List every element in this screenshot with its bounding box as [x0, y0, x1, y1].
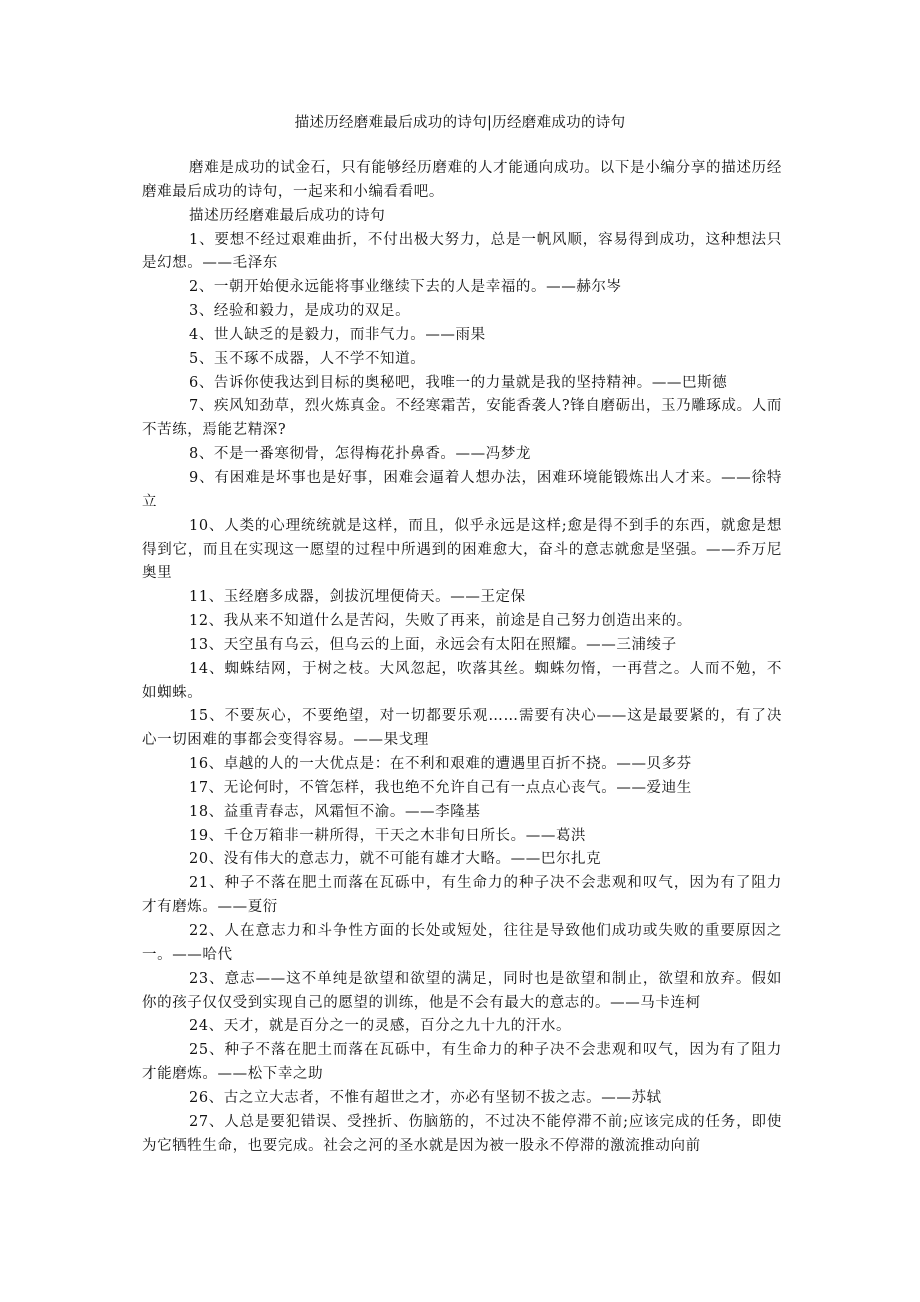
- quote-item: 6、告诉你使我达到目标的奥秘吧，我唯一的力量就是我的坚持精神。——巴斯德: [189, 374, 728, 391]
- quote-item: 21、种子不落在肥土而落在瓦砾中，有生命力的种子决不会悲观和叹气，因为有了阻力才有磨炼。——夏衍: [142, 875, 782, 916]
- quote-item: 16、卓越的人的一大优点是：在不利和艰难的遭遇里百折不挠。——贝多芬: [189, 756, 692, 773]
- quote-item: 22、人在意志力和斗争性方面的长处或短处，往往是导致他们成功或失败的重要原因之一。——哈代: [142, 923, 782, 963]
- quote-item: 5、玉不琢不成器，人不学不知道。: [189, 350, 426, 367]
- quote-item: 17、无论何时，不管怎样，我也绝不允许自己有一点点心丧气。——爱迪生: [189, 779, 692, 796]
- quote-item: 10、人类的心理统统就是这样，而且，似乎永远是这样;愈是得不到手的东西，就愈是想得到它，而且在实现这一愿望的过程中所遇到的困难愈大，奋斗的意志就愈是坚强。——乔万尼奥里: [142, 517, 782, 582]
- section-heading: 描述历经磨难最后成功的诗句: [189, 207, 386, 224]
- quote-item: 25、种子不落在肥土而落在瓦砾中，有生命力的种子决不会悲观和叹气，因为有了阻力才能磨炼。——松下幸之助: [142, 1042, 782, 1083]
- quote-item: 9、有困难是坏事也是好事，困难会逼着人想办法，困难环境能锻炼出人才来。——徐特立: [142, 469, 782, 510]
- quote-item: 19、千仓万箱非一耕所得，干天之木非旬日所长。——葛洪: [189, 827, 587, 844]
- document-title: 描述历经磨难最后成功的诗句|历经磨难成功的诗句: [294, 115, 626, 131]
- quote-item: 7、疾风知劲草，烈火炼真金。不经寒霜苦，安能香袭人?锋自磨砺出，玉乃雕琢成。人而不苦练，焉能艺精深?: [142, 398, 782, 439]
- quote-item: 8、不是一番寒彻骨，怎得梅花扑鼻香。——冯梦龙: [189, 446, 532, 463]
- quote-item: 4、世人缺乏的是毅力，而非气力。——雨果: [189, 326, 486, 343]
- quote-item: 23、意志——这不单纯是欲望和欲望的满足，同时也是欲望和制止，欲望和放弃。假如你的孩子仅仅受到实现自己的愿望的训练，他是不会有最大的意志的。——马卡连柯: [142, 970, 782, 1011]
- paragraph: 磨难是成功的试金石，只有能够经历磨难的人才能通向成功。以下是小编分享的描述历经磨难最后成功的诗句，一起来和小编看看吧。: [142, 160, 782, 200]
- quote-item: 15、不要灰心，不要绝望，对一切都要乐观……需要有决心——这是最要紧的，有了决心一切困难的事都会变得容易。——果戈理: [142, 708, 782, 749]
- quote-item: 12、我从来不知道什么是苦闷，失败了再来，前途是自己努力创造出来的。: [189, 613, 692, 630]
- quote-item: 26、古之立大志者，不惟有超世之才，亦必有坚韧不拔之志。——苏轼: [189, 1089, 662, 1106]
- quote-item: 20、没有伟大的意志力，就不可能有雄才大略。——巴尔扎克: [189, 851, 602, 868]
- quote-item: 27、人总是要犯错误、受挫折、伤脑筋的，不过决不能停滞不前;应该完成的任务，即使为它牺牲生命，也要完成。社会之河的圣水就是因为被一股永不停滞的激流推动向前: [142, 1113, 782, 1154]
- quote-item: 24、天才，就是百分之一的灵感，百分之九十九的汗水。: [189, 1018, 572, 1035]
- quote-item: 2、一朝开始便永远能将事业继续下去的人是幸福的。——赫尔岑: [189, 279, 622, 296]
- document-body: [142, 157, 782, 1158]
- quote-item: 14、蜘蛛结网，于树之枝。大风忽起，吹落其丝。蜘蛛勿惰，一再营之。人而不勉，不如蜘蛛。: [142, 660, 782, 701]
- quote-item: 1、要想不经过艰难曲折，不付出极大努力，总是一帆风顺，容易得到成功，这种想法只是幻想。——毛泽东: [142, 231, 782, 272]
- quote-item: 18、益重青春志，风霜恒不渝。——李隆基: [189, 803, 481, 820]
- quote-item: 11、玉经磨多成器，剑拔沉埋便倚天。——王定保: [189, 589, 526, 606]
- quote-item: 13、天空虽有乌云，但乌云的上面，永远会有太阳在照耀。——三浦绫子: [189, 636, 677, 653]
- quote-item: 3、经验和毅力，是成功的双足。: [189, 303, 411, 320]
